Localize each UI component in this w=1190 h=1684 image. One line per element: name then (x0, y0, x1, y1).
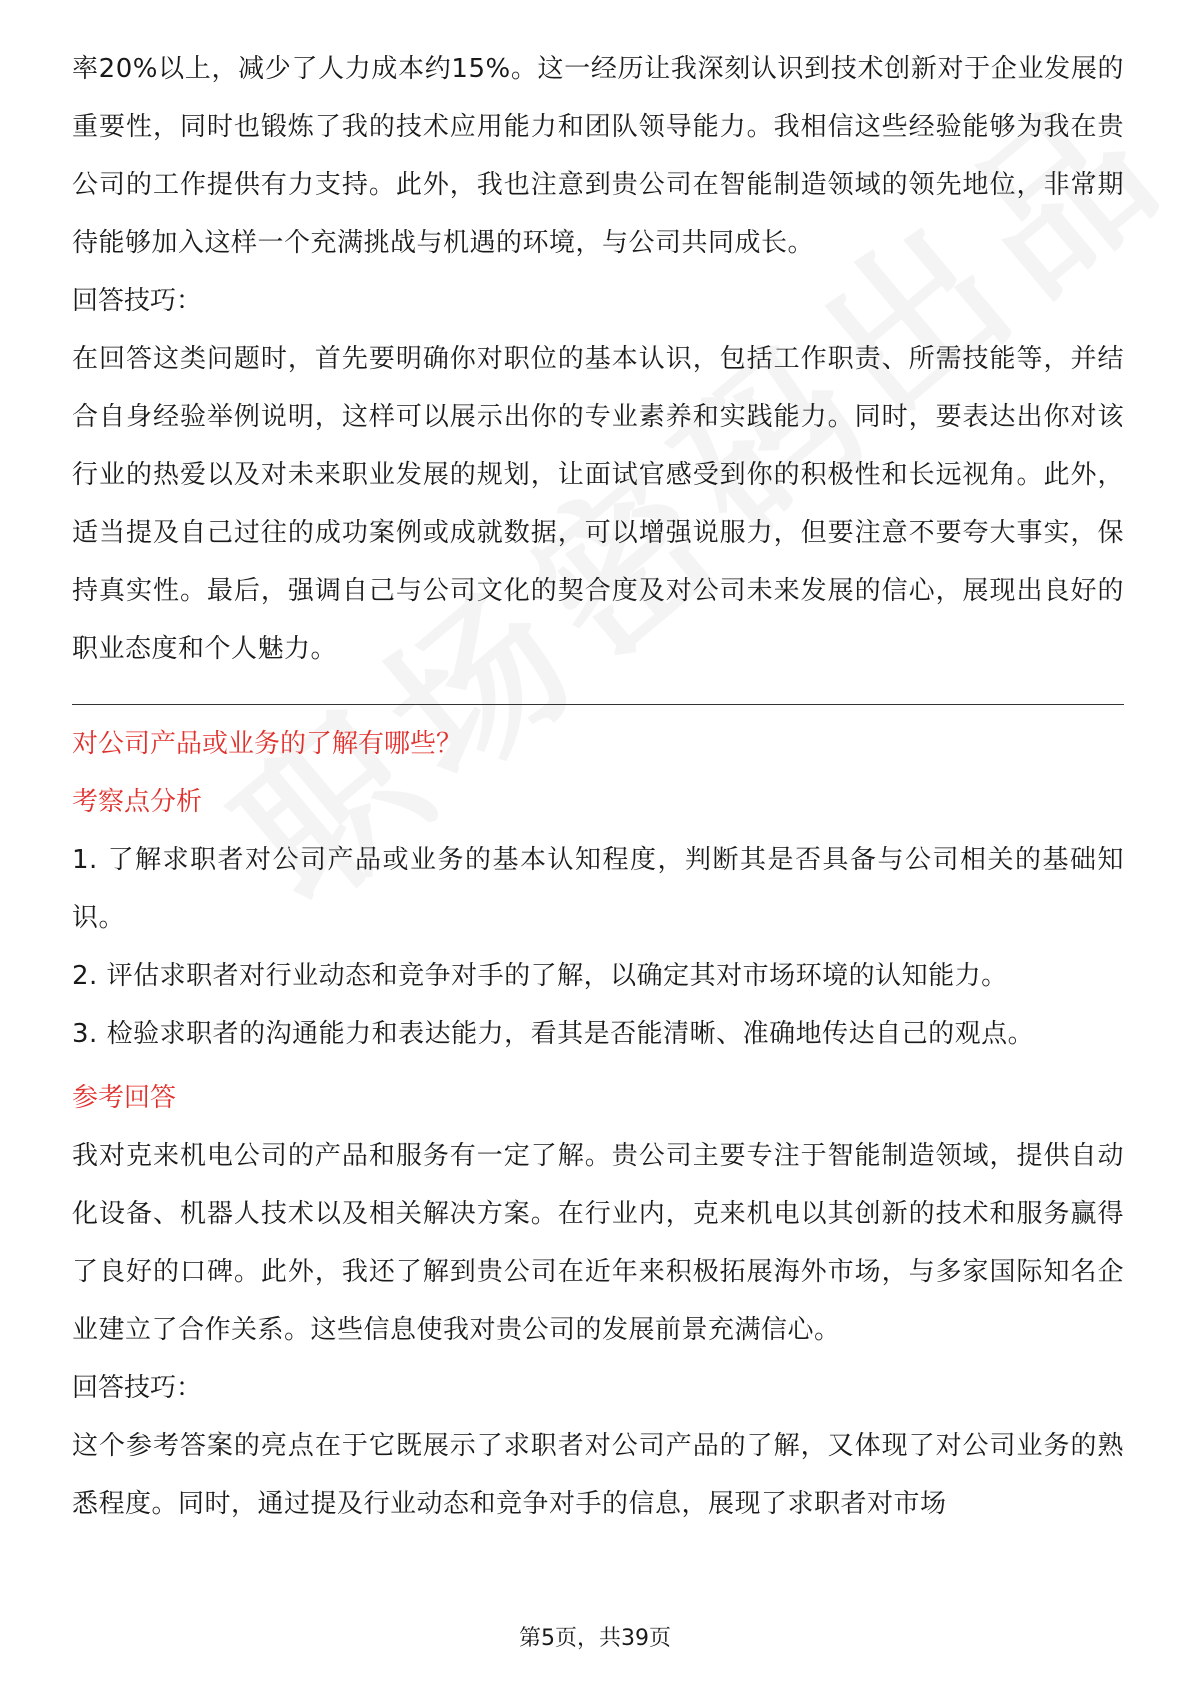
tips-label: 回答技巧： (72, 1373, 203, 1403)
intro-paragraph: 率20%以上，减少了人力成本约15%。这一经历让我深刻认识到技术创新对于企业发展的重要性，同时也锻炼了我的技术应用能力和团队领导能力。我相信这些经验能够为我在贵公司的工作提供有力支持。此外，我也注意到贵公司在智能制造领域的领先地位，非常期待能够加入这样一个充满挑战与机遇的环境，与公司共同成长。 (72, 54, 1124, 258)
question-title: 对公司产品或业务的了解有哪些？ (72, 729, 463, 759)
analysis-item: 1. 了解求职者对公司产品或业务的基本认知程度，判断其是否具备与公司相关的基础知识。 (72, 845, 1124, 933)
document-page (72, 40, 1124, 1533)
tips-paragraph: 在回答这类问题时，首先要明确你对职位的基本认识，包括工作职责、所需技能等，并结合自身经验举例说明，这样可以展示出你的专业素养和实践能力。同时，要表达出你对该行业的热爱以及对未来职业发展的规划，让面试官感受到你的积极性和长远视角。此外，适当提及自己过往的成功案例或成就数据，可以增强说服力，但要注意不要夸大事实，保持真实性。最后，强调自己与公司文化的契合度及对公司未来发展的信心，展现出良好的职业态度和个人魅力。 (72, 344, 1124, 664)
tips-paragraph: 这个参考答案的亮点在于它既展示了求职者对公司产品的了解，又体现了对公司业务的熟悉程度。同时，通过提及行业动态和竞争对手的信息，展现了求职者对市场 (72, 1431, 1124, 1519)
section-divider (72, 704, 1124, 705)
tips-label: 回答技巧： (72, 286, 203, 316)
analysis-item: 2. 评估求职者对行业动态和竞争对手的了解，以确定其对市场环境的认知能力。 (72, 961, 1008, 991)
answer-paragraph: 我对克来机电公司的产品和服务有一定了解。贵公司主要专注于智能制造领域，提供自动化设备、机器人技术以及相关解决方案。在行业内，克来机电以其创新的技术和服务赢得了良好的口碑。此外，我还了解到贵公司在近年来积极拓展海外市场，与多家国际知名企业建立了合作关系。这些信息使我对贵公司的发展前景充满信心。 (72, 1141, 1124, 1345)
page-footer: 第5页，共39页 (519, 1626, 671, 1651)
analysis-item: 3. 检验求职者的沟通能力和表达能力，看其是否能清晰、准确地传达自己的观点。 (72, 1019, 1035, 1049)
analysis-heading: 考察点分析 (72, 787, 203, 817)
answer-heading: 参考回答 (72, 1083, 177, 1113)
